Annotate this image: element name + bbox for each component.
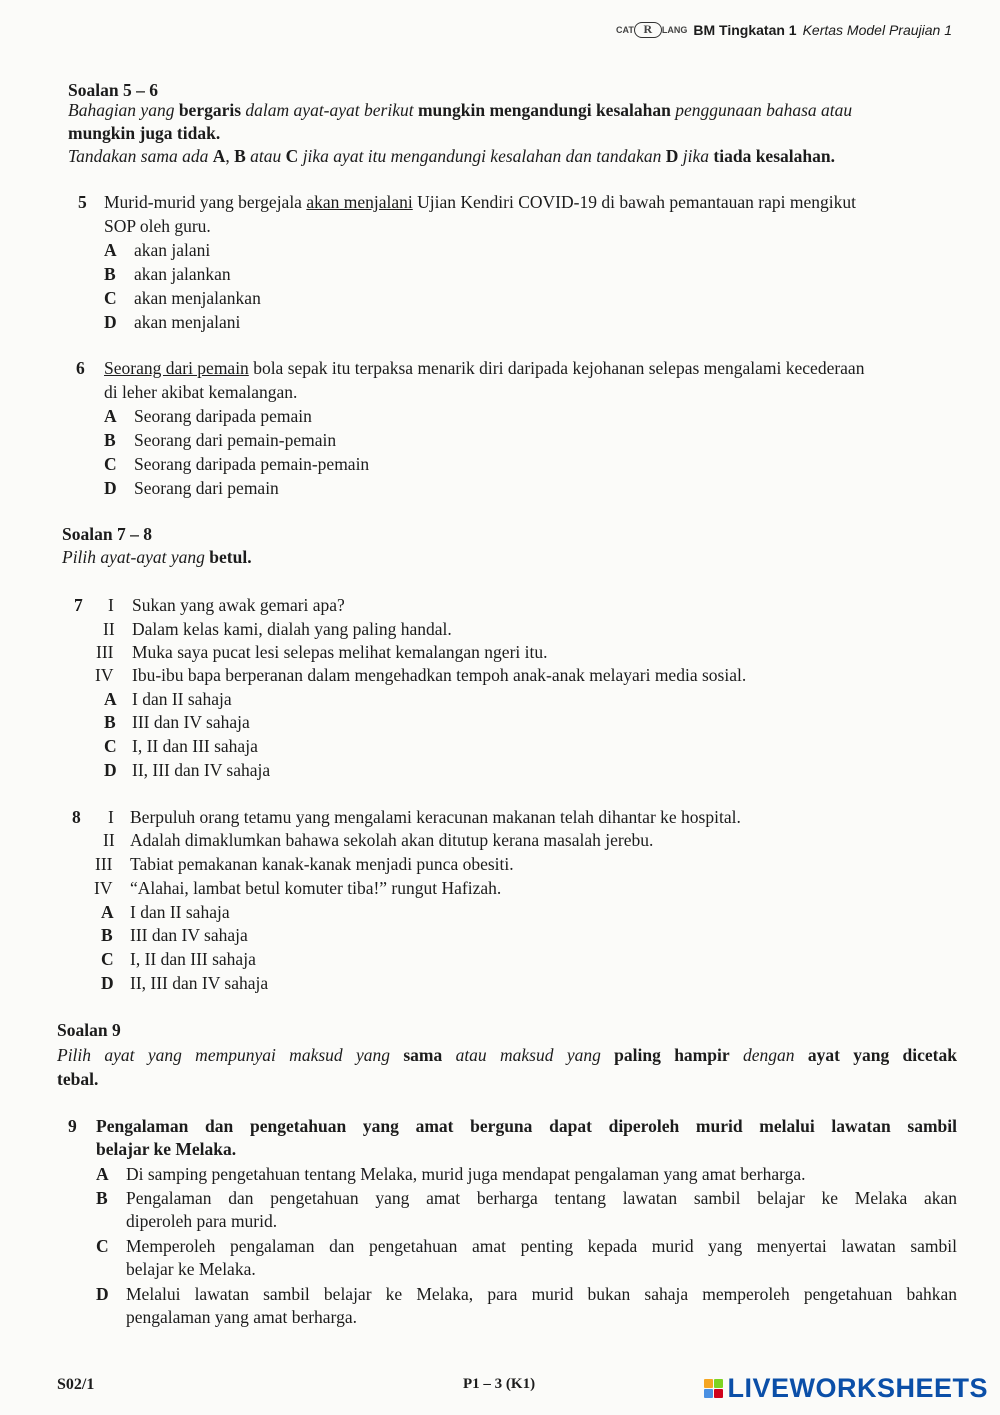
option-text: III dan IV sahaja bbox=[130, 925, 248, 945]
option-letter: A bbox=[96, 1164, 109, 1184]
header-paper: Kertas Model Praujian 1 bbox=[802, 22, 952, 38]
option-letter: B bbox=[104, 264, 116, 284]
section-instruction: Bahagian yang bergaris dalam ayat-ayat berikut mungkin mengandungi kesalahan penggunaan bahasa atau bbox=[68, 100, 853, 120]
logo-square-icon bbox=[714, 1389, 723, 1398]
question-number: 8 bbox=[72, 807, 81, 827]
option-letter: C bbox=[104, 736, 117, 756]
roman-numeral: III bbox=[96, 642, 114, 662]
option-text: Seorang daripada pemain bbox=[134, 406, 312, 426]
logo-square-icon bbox=[704, 1389, 713, 1398]
option-text: akan jalani bbox=[134, 240, 211, 260]
paper-code: S02/1 bbox=[57, 1376, 95, 1393]
section-instruction: tebal. bbox=[57, 1069, 99, 1089]
roman-numeral: I bbox=[108, 595, 114, 615]
roman-numeral: III bbox=[95, 854, 113, 874]
option-letter: B bbox=[104, 430, 116, 450]
question-number: 7 bbox=[74, 595, 83, 615]
statement-text: Sukan yang awak gemari apa? bbox=[132, 595, 345, 615]
option-letter: A bbox=[104, 240, 117, 260]
option-text: Seorang dari pemain bbox=[134, 478, 279, 498]
option-text: III dan IV sahaja bbox=[132, 712, 250, 732]
question-stem: SOP oleh guru. bbox=[104, 216, 211, 236]
liveworksheets-icon bbox=[704, 1379, 723, 1398]
statement-text: Dalam kelas kami, dialah yang paling handal. bbox=[132, 619, 452, 639]
option-letter: C bbox=[96, 1236, 109, 1256]
option-text: akan menjalankan bbox=[134, 288, 261, 308]
option-text: Di samping pengetahuan tentang Melaka, murid juga mendapat pengalaman yang amat berharga. bbox=[126, 1164, 806, 1184]
option-text: I dan II sahaja bbox=[130, 902, 230, 922]
statement-text: “Alahai, lambat betul komuter tiba!” rungut Hafizah. bbox=[130, 878, 502, 898]
option-text: I dan II sahaja bbox=[132, 689, 232, 709]
option-letter: A bbox=[101, 902, 114, 922]
option-text: Memperoleh pengalaman dan pengetahuan amat penting kepada murid yang menyertai lawatan sambil bbox=[126, 1236, 957, 1256]
option-letter: B bbox=[96, 1188, 108, 1208]
option-letter: D bbox=[104, 312, 117, 332]
option-text: II, III dan IV sahaja bbox=[132, 760, 271, 780]
question-number: 5 bbox=[78, 192, 87, 212]
roman-numeral: IV bbox=[95, 665, 114, 685]
question-stem: Seorang dari pemain bola sepak itu terpaksa menarik diri daripada kejohanan selepas mengalami kecederaan bbox=[104, 358, 865, 378]
logo-square-icon bbox=[704, 1379, 713, 1388]
option-text: akan menjalani bbox=[134, 312, 241, 332]
option-letter: C bbox=[104, 454, 117, 474]
section-title: Soalan 7 – 8 bbox=[62, 524, 152, 544]
question-stem: belajar ke Melaka. bbox=[96, 1139, 237, 1159]
statement-text: Tabiat pemakanan kanak-kanak menjadi punca obesiti. bbox=[130, 854, 514, 874]
option-letter: D bbox=[104, 478, 117, 498]
option-text: Seorang dari pemain-pemain bbox=[134, 430, 337, 450]
option-text: I, II dan III sahaja bbox=[132, 736, 258, 756]
option-text: diperoleh para murid. bbox=[126, 1211, 278, 1231]
question-stem: Murid-murid yang bergejala akan menjalani Ujian Kendiri COVID-19 di bawah pemantauan rapi mengikut bbox=[104, 192, 856, 212]
option-text: belajar ke Melaka. bbox=[126, 1259, 256, 1279]
liveworksheets-logo[interactable] bbox=[704, 1373, 988, 1404]
section-instruction: mungkin juga tidak. bbox=[68, 123, 221, 143]
statement-text: Ibu-ibu bapa berperanan dalam mengehadkan tempoh anak-anak melayari media sosial. bbox=[132, 665, 747, 685]
page-header bbox=[616, 22, 952, 38]
statement-text: Adalah dimaklumkan bahawa sekolah akan ditutup kerana masalah jerebu. bbox=[130, 830, 654, 850]
section-title: Soalan 5 – 6 bbox=[68, 80, 158, 100]
statement-text: Muka saya pucat lesi selepas melihat kemalangan ngeri itu. bbox=[132, 642, 548, 662]
option-text: akan jalankan bbox=[134, 264, 231, 284]
logo-square-icon bbox=[714, 1379, 723, 1388]
option-letter: B bbox=[104, 712, 116, 732]
publisher-logo: CAT R LANG bbox=[616, 22, 688, 36]
section-instruction: Pilih ayat-ayat yang betul. bbox=[62, 547, 252, 567]
question-stem: Pengalaman dan pengetahuan yang amat berguna dapat diperoleh murid melalui lawatan sambil bbox=[96, 1116, 957, 1136]
option-letter: D bbox=[101, 973, 114, 993]
question-number: 6 bbox=[76, 358, 85, 378]
option-letter: D bbox=[96, 1284, 109, 1304]
option-letter: A bbox=[104, 689, 117, 709]
header-subject: BM Tingkatan 1 bbox=[693, 22, 797, 38]
option-letter: D bbox=[104, 760, 117, 780]
section-instruction: Pilih ayat yang mempunyai maksud yang sama atau maksud yang paling hampir dengan ayat yang dicetak bbox=[57, 1045, 957, 1065]
option-text: Pengalaman dan pengetahuan yang amat berharga tentang lawatan sambil belajar ke Melaka akan bbox=[126, 1188, 957, 1208]
option-letter: B bbox=[101, 925, 113, 945]
section-title: Soalan 9 bbox=[57, 1020, 121, 1040]
option-text: Seorang daripada pemain-pemain bbox=[134, 454, 370, 474]
statement-text: Berpuluh orang tetamu yang mengalami keracunan makanan telah dihantar ke hospital. bbox=[130, 807, 741, 827]
roman-numeral: I bbox=[108, 807, 114, 827]
option-text: pengalaman yang amat berharga. bbox=[126, 1307, 357, 1327]
liveworksheets-wordmark: LIVEWORKSHEETS bbox=[727, 1373, 988, 1403]
question-stem: di leher akibat kemalangan. bbox=[104, 382, 298, 402]
option-text: Melalui lawatan sambil belajar ke Melaka, para murid bukan sahaja memperoleh pengetahuan bahkan bbox=[126, 1284, 957, 1304]
option-letter: A bbox=[104, 406, 117, 426]
question-number: 9 bbox=[68, 1116, 77, 1136]
roman-numeral: II bbox=[103, 830, 115, 850]
option-text: I, II dan III sahaja bbox=[130, 949, 256, 969]
section-instruction: Tandakan sama ada A, B atau C jika ayat itu mengandungi kesalahan dan tandakan D jika tiada kesalahan. bbox=[68, 146, 835, 166]
option-letter: C bbox=[104, 288, 117, 308]
option-text: II, III dan IV sahaja bbox=[130, 973, 269, 993]
page-number: P1 – 3 (K1) bbox=[463, 1376, 536, 1392]
roman-numeral: II bbox=[103, 619, 115, 639]
option-letter: C bbox=[101, 949, 114, 969]
roman-numeral: IV bbox=[94, 878, 113, 898]
